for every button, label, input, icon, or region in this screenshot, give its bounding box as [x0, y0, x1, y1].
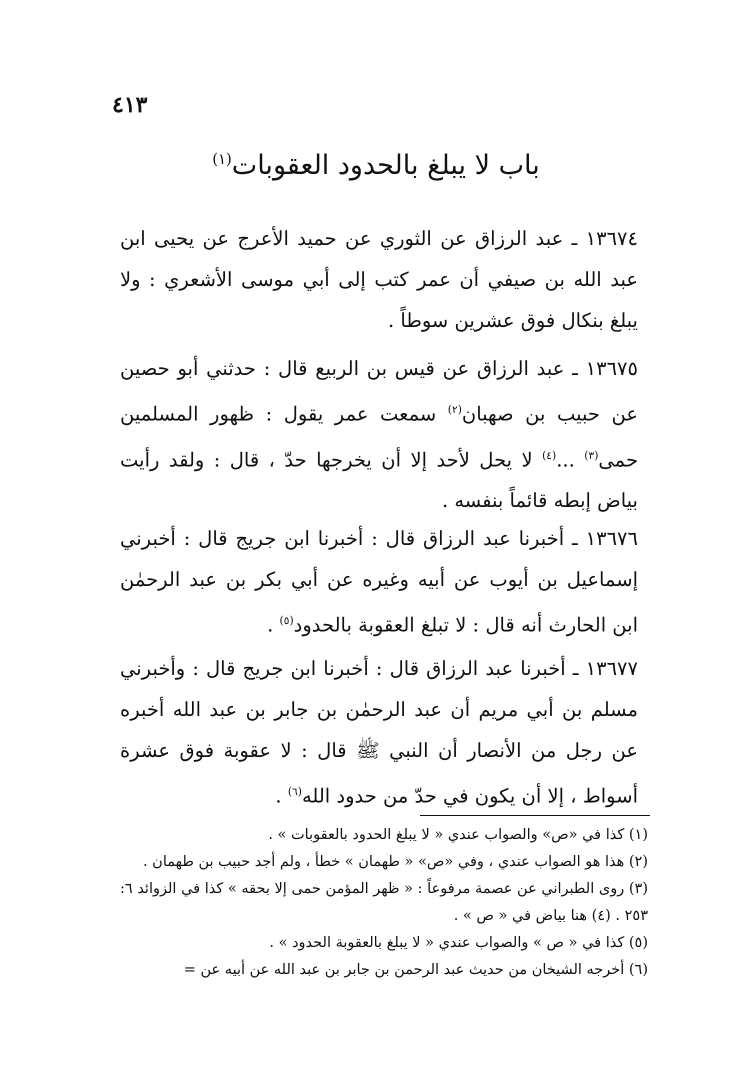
footnote-ref: (٥)	[279, 614, 294, 627]
footnote-ref: (٢)	[447, 403, 462, 416]
hadith-paragraph	[120, 218, 638, 341]
hadith-text: .	[267, 613, 280, 637]
hadith-text: ١٣٦٧٦ ـ أخبرنا عبد الرزاق قال : أخبرنا ابن جريج قال : أخبرني إسماعيل بن أيوب عن أبيه وغيره عن أبي بكر بن عبد الرحمٰن ابن الحارث أنه قال : لا تبلغ العقوبة بالحدود	[120, 527, 638, 637]
hadith-text: ١٣٦٧٧ ـ أخبرنا عبد الرزاق قال : أخبرنا ابن جريج قال : وأخبرني مسلم بن أبي مريم أن عبد الرحمٰن بن جابر بن عبد الله أخبره عن رجل من الأنصار أن النبي ﷺ قال : لا عقوبة فوق عشرة أسواط ، إلا أن يكون في حدّ من حدود الله	[120, 657, 638, 808]
footnote-ref: (٤)	[542, 448, 557, 462]
chapter-title	[140, 150, 612, 181]
chapter-title-text: باب لا يبلغ بالحدود العقوبات	[231, 150, 540, 181]
hadith-paragraph	[120, 648, 638, 817]
hadith-paragraph	[120, 518, 638, 646]
hadith-paragraph	[120, 348, 638, 521]
hadith-text: سمعت عمر يقول : ظهور المسلمين حمى	[120, 402, 639, 471]
footnote-ref: (١)	[212, 150, 232, 168]
hadith-text: ١٣٦٧٥ ـ عبد الرزاق عن قيس بن الربيع قال : حدثني أبو حصين عن حبيب بن صهبان	[120, 357, 638, 426]
hadith-text: لا يحل لأحد إلا أن يخرجها حدّ ، قال : ولقد رأيت بياض إبطه قائماً بنفسه .	[120, 448, 638, 512]
footnote: (٢) هذا هو الصواب عندي ، وفي «ص» « طهمان » خطأ ، ولم أجد حبيب بن طهمان .	[142, 854, 648, 870]
footnote-ref: (٣)	[584, 448, 599, 462]
footnote-ref: (٦)	[287, 785, 302, 798]
footnote: (٥) كذا في « ص » والصواب عندي « لا يبلغ بالعقوبة الحدود » .	[269, 935, 648, 951]
footnote: (٣) روى الطبراني عن عصمة مرفوعاً : « ظهر المؤمن حمى إلا بحقه » كذا في الزوائد ٦: ٢٥٣ . (٤) هنا بياض في « ص » .	[120, 881, 648, 924]
page-number: ٤١٣	[112, 92, 148, 118]
hadith-text: ١٣٦٧٤ ـ عبد الرزاق عن الثوري عن حميد الأعرج عن يحيى ابن عبد الله بن صيفي أن عمر كتب إلى أبي موسى الأشعري : ولا يبلغ بنكال فوق عشرين سوطاً .	[120, 227, 638, 332]
footnote: (١) كذا في «ص» والصواب عندي « لا يبلغ الحدود بالعقوبات » .	[268, 827, 648, 843]
footnote-divider	[420, 815, 650, 816]
footnote: (٦) أخرجه الشيخان من حديث عبد الرحمن بن جابر بن عبد الله عن أبيه عن =	[183, 962, 648, 978]
footnotes	[120, 822, 648, 984]
hadith-text: .	[275, 784, 288, 808]
hadith-text: ...	[556, 448, 585, 471]
